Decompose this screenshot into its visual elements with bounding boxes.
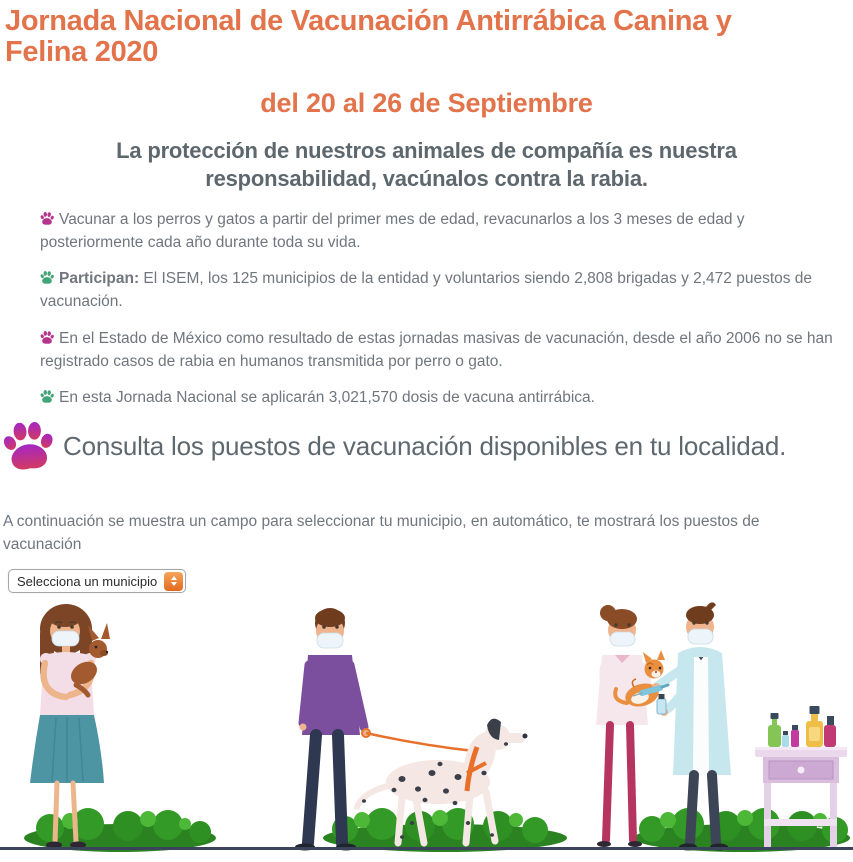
bullet-doses — [40, 386, 835, 409]
bullet-text: Vacunar a los perros y gatos a partir del primer mes de edad, revacunarlos a los 3 meses de edad y posteriormente cada año durante toda su vida. — [40, 210, 745, 251]
paw-icon — [40, 331, 54, 344]
ground-line — [0, 847, 853, 850]
info-bullet-list — [40, 208, 835, 410]
bullet-text: En esta Jornada Nacional se aplicarán 3,021,570 dosis de vacuna antirrábica. — [59, 389, 595, 406]
paw-icon — [40, 212, 54, 225]
paw-icon-large — [0, 420, 56, 473]
select-stepper-icon[interactable] — [164, 572, 183, 591]
paw-icon — [40, 271, 54, 284]
illustration-vet-vaccinating-cat — [596, 603, 731, 851]
bush-middle — [323, 808, 567, 852]
paw-icon — [40, 390, 54, 403]
bullet-text: El ISEM, los 125 municipios de la entidad y voluntarios siendo 2,808 brigadas y 2,472 puestos de vacunación. — [40, 270, 813, 311]
campaign-date-range: del 20 al 26 de Septiembre — [260, 87, 593, 118]
bullet-bold-text: Participan: — [59, 270, 140, 287]
page-title: Jornada Nacional de Vacunación Antirrábica Canina y Felina 2020 — [5, 5, 732, 69]
municipality-select-value: Selecciona un municipio — [17, 573, 158, 589]
illustration-table-with-vaccines — [755, 706, 847, 847]
bullet-vaccination-age — [40, 208, 835, 255]
vaccination-campaign-illustration — [0, 597, 853, 862]
selector-instructions: A continuación se muestra un campo para seleccionar tu municipio, en automático, te mostrará los puestos de vacunación — [3, 513, 760, 553]
municipality-select[interactable] — [8, 569, 186, 593]
bullet-no-rabies-cases — [40, 327, 835, 374]
consulta-heading-text: Consulta los puestos de vacunación disponibles en tu localidad. — [63, 430, 787, 461]
bullet-text: En el Estado de México como resultado de estas jornadas masivas de vacunación, desde el año 2006 no se han registrado casos de rabia en humanos transmitida por perro o gato. — [40, 329, 833, 370]
campaign-subtitle: La protección de nuestros animales de compañía es nuestra responsabilidad, vacúnalos contra la rabia. — [116, 137, 737, 191]
consulta-section-heading — [2, 422, 853, 470]
bullet-participants — [40, 267, 835, 314]
bush-right — [634, 808, 850, 852]
